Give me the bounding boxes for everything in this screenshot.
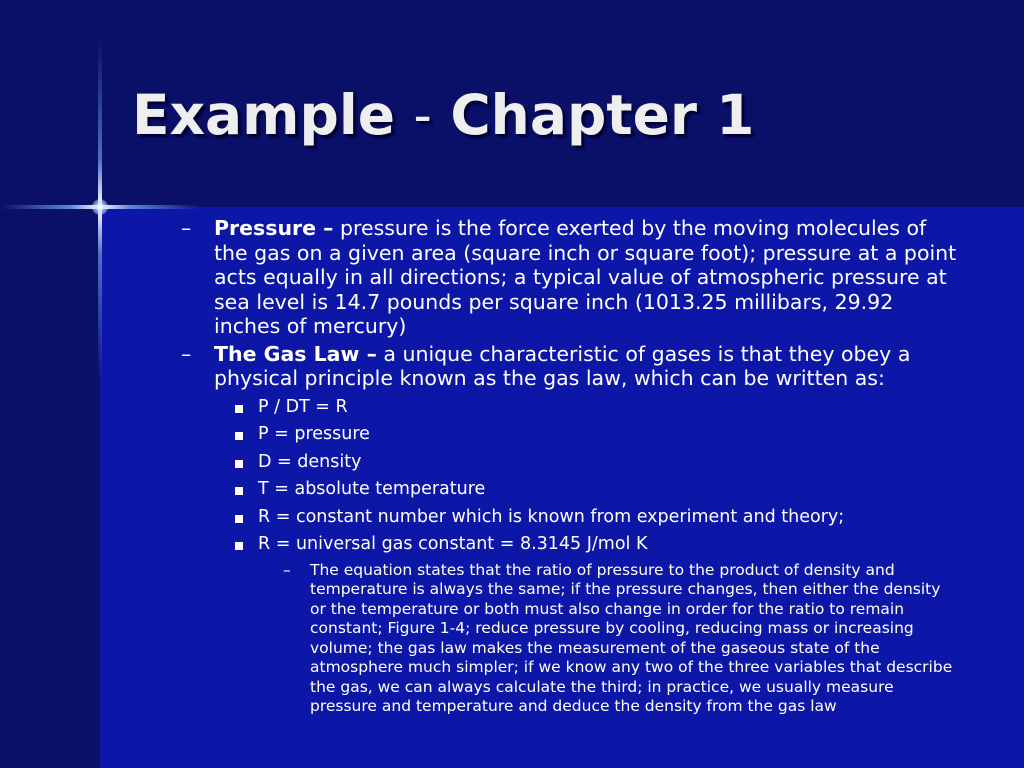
slide-body	[178, 216, 958, 717]
bullet-text: T = absolute temperature	[258, 479, 486, 499]
square-bullet-icon	[235, 405, 243, 413]
sub-note-equation	[178, 561, 960, 717]
item-gas-law	[178, 342, 958, 391]
bullet-universal-constant	[178, 531, 958, 559]
dash-marker: –	[283, 560, 291, 579]
sub-note-text: The equation states that the ratio of pressure to the product of density and temperature is always the same; if the pressure changes, then either the density or the temperature or both must also change in order for the ratio to remain constant; Figure 1-4; reduce pressure by cooling, reducing mass or increasing volume; the gas law makes the measurement of the gaseous state of the atmosphere much simpler; if we know any two of the three variables that describe the gas, we can always calculate the third; in practice, we usually measure pressure and temperature and deduce the density from the gas law	[310, 560, 953, 715]
bullet-text: R = universal gas constant = 8.3145 J/mol K	[258, 534, 648, 554]
text-pressure: pressure is the force exerted by the moving molecules of the gas on a given area (square inch or square foot); pressure at a point acts equally in all directions; a typical value of atmospheric pressure at sea level is 14.7 pounds per square inch (1013.25 millibars, 29.92 inches of mercury)	[214, 216, 957, 338]
dash-marker: –	[181, 341, 192, 366]
bullet-temperature	[178, 476, 958, 504]
bullet-text: P = pressure	[258, 424, 370, 444]
title-example: Example	[132, 83, 395, 147]
bullet-pressure	[178, 421, 958, 449]
bullet-equation	[178, 394, 958, 422]
slide-left-band	[0, 207, 100, 768]
square-bullet-icon	[235, 460, 243, 468]
title-dash: –	[414, 97, 432, 137]
title-chapter: Chapter 1	[450, 83, 755, 147]
dash-marker: –	[181, 216, 192, 240]
bullet-density	[178, 449, 958, 477]
lens-flare-star-icon	[92, 199, 108, 215]
text-gas-law: a unique characteristic of gases is that they obey a physical principle known as the gas law, which can be written as:	[214, 341, 911, 390]
square-bullet-icon	[235, 432, 243, 440]
square-bullet-icon	[235, 542, 243, 550]
slide-title	[132, 80, 754, 158]
square-bullet-icon	[235, 515, 243, 523]
bullet-constant	[178, 504, 958, 532]
term-gas-law: The Gas Law –	[214, 341, 377, 366]
bullet-text: R = constant number which is known from experiment and theory;	[258, 506, 845, 527]
item-pressure	[178, 216, 958, 339]
square-bullet-icon	[235, 487, 243, 495]
bullet-text: D = density	[258, 451, 362, 472]
bullet-text: P / DT = R	[258, 396, 348, 417]
term-pressure: Pressure –	[214, 216, 334, 240]
